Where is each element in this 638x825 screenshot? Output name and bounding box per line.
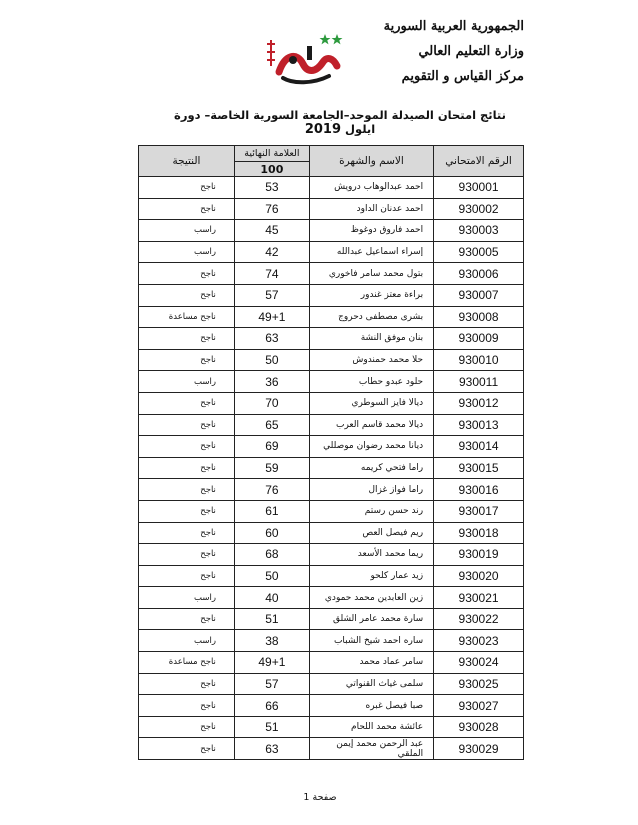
result-cell: ناجح (139, 177, 235, 199)
result-cell: ناجح (139, 479, 235, 501)
table-row (139, 414, 524, 436)
name-cell: احمد عبدالوهاب درويش (309, 177, 433, 199)
result-cell: راسب (139, 371, 235, 393)
mark-cell: 63 (234, 738, 309, 760)
table-row (139, 630, 524, 652)
exam-number-cell: 930006 (434, 263, 524, 285)
table-row (139, 673, 524, 695)
exam-number-cell: 930024 (434, 652, 524, 674)
exam-number-cell: 930012 (434, 392, 524, 414)
result-cell: ناجح (139, 392, 235, 414)
table-row (139, 738, 524, 760)
mark-cell: 76 (234, 198, 309, 220)
mark-cell: 74 (234, 263, 309, 285)
exam-number-cell: 930009 (434, 328, 524, 350)
name-cell: ساره احمد شيخ الشباب (309, 630, 433, 652)
mark-cell: 38 (234, 630, 309, 652)
table-row (139, 479, 524, 501)
table-row (139, 500, 524, 522)
result-cell: ناجح (139, 328, 235, 350)
table-row (139, 198, 524, 220)
header-exam-number: الرقم الامتحاني (434, 146, 524, 177)
table-row (139, 544, 524, 566)
table-row (139, 565, 524, 587)
mark-cell: 45 (234, 220, 309, 242)
result-cell: ناجح مساعدة (139, 306, 235, 328)
name-cell: حلا محمد حمندوش (309, 349, 433, 371)
result-cell: ناجح (139, 500, 235, 522)
table-row (139, 371, 524, 393)
name-cell: براءة معتز غندور (309, 284, 433, 306)
mark-cell: 57 (234, 284, 309, 306)
table-row (139, 241, 524, 263)
exam-number-cell: 930016 (434, 479, 524, 501)
table-row (139, 457, 524, 479)
table-row (139, 177, 524, 199)
result-cell: ناجح (139, 673, 235, 695)
header-result: النتيجة (139, 146, 235, 177)
name-cell: ديالا محمد قاسم العرب (309, 414, 433, 436)
name-cell: بنان موفق النشة (309, 328, 433, 350)
mark-cell: 69 (234, 436, 309, 458)
table-row (139, 328, 524, 350)
name-cell: راما فتحي كريمه (309, 457, 433, 479)
result-cell: ناجح (139, 695, 235, 717)
table-row (139, 349, 524, 371)
exam-number-cell: 930017 (434, 500, 524, 522)
table-header-row (139, 146, 524, 162)
exam-number-cell: 930002 (434, 198, 524, 220)
organization-header (384, 14, 524, 89)
mark-cell: 53 (234, 177, 309, 199)
exam-number-cell: 930020 (434, 565, 524, 587)
mark-cell: 66 (234, 695, 309, 717)
mark-cell: 40 (234, 587, 309, 609)
exam-number-cell: 930018 (434, 522, 524, 544)
exam-number-cell: 930027 (434, 695, 524, 717)
table-row (139, 284, 524, 306)
mark-cell: 68 (234, 544, 309, 566)
country-name: الجمهورية العربية السورية (383, 19, 524, 34)
header-name: الاسم والشهرة (309, 146, 433, 177)
result-cell: ناجح (139, 436, 235, 458)
exam-number-cell: 930008 (434, 306, 524, 328)
mark-cell: 49+1 (234, 306, 309, 328)
table-row (139, 263, 524, 285)
ministry-name: وزارة التعليم العالي (418, 44, 524, 59)
exam-number-cell: 930005 (434, 241, 524, 263)
table-row (139, 436, 524, 458)
header-max-mark: 100 (234, 162, 309, 177)
name-cell: عائشة محمد اللحام (309, 716, 433, 738)
name-cell: بشرى مصطفى دحروج (309, 306, 433, 328)
table-row (139, 392, 524, 414)
result-cell: ناجح (139, 284, 235, 306)
mark-cell: 70 (234, 392, 309, 414)
name-cell: إسراء اسماعيل عبدالله (309, 241, 433, 263)
name-cell: ريما محمد الأسعد (309, 544, 433, 566)
name-cell: حلود عبدو حطاب (309, 371, 433, 393)
mark-cell: 65 (234, 414, 309, 436)
exam-number-cell: 930025 (434, 673, 524, 695)
mark-cell: 61 (234, 500, 309, 522)
name-cell: ريم فيصل العص (309, 522, 433, 544)
table-row (139, 716, 524, 738)
exam-number-cell: 930013 (434, 414, 524, 436)
mark-cell: 63 (234, 328, 309, 350)
name-cell: احمد فاروق دوغوظ (309, 220, 433, 242)
table-row (139, 695, 524, 717)
exam-number-cell: 930022 (434, 608, 524, 630)
result-cell: ناجح (139, 608, 235, 630)
mark-cell: 76 (234, 479, 309, 501)
exam-number-cell: 930014 (434, 436, 524, 458)
name-cell: احمد عدنان الداود (309, 198, 433, 220)
mark-cell: 60 (234, 522, 309, 544)
exam-number-cell: 930003 (434, 220, 524, 242)
table-row (139, 306, 524, 328)
exam-number-cell: 930011 (434, 371, 524, 393)
result-cell: ناجح (139, 565, 235, 587)
name-cell: صبا فيصل غبره (309, 695, 433, 717)
name-cell: رند حسن رستم (309, 500, 433, 522)
result-cell: ناجح (139, 544, 235, 566)
mark-cell: 59 (234, 457, 309, 479)
document-title (170, 108, 510, 137)
page-number: صفحة 1 (303, 792, 337, 803)
mark-cell: 49+1 (234, 652, 309, 674)
table-row (139, 587, 524, 609)
result-cell: راسب (139, 587, 235, 609)
exam-number-cell: 930007 (434, 284, 524, 306)
result-cell: ناجح (139, 522, 235, 544)
result-cell: ناجح (139, 457, 235, 479)
result-cell: ناجح مساعدة (139, 652, 235, 674)
result-cell: راسب (139, 630, 235, 652)
exam-number-cell: 930019 (434, 544, 524, 566)
name-cell: زين العابدين محمد حمودي (309, 587, 433, 609)
mark-cell: 57 (234, 673, 309, 695)
exam-number-cell: 930029 (434, 738, 524, 760)
table-row (139, 522, 524, 544)
title-text: نتائج امتحان الصيدلة الموحد–الجامعة السورية الخاصة– دورة ايلول (174, 108, 506, 136)
mark-cell: 51 (234, 608, 309, 630)
title-year: 2019 (304, 122, 341, 137)
exam-number-cell: 930023 (434, 630, 524, 652)
name-cell: راما فواز غزال (309, 479, 433, 501)
result-cell: راسب (139, 220, 235, 242)
mark-cell: 50 (234, 565, 309, 587)
name-cell: عبد الرحمن محمد إيمن الملقي (309, 738, 433, 760)
assessment-center-logo (263, 26, 349, 88)
result-cell: راسب (139, 241, 235, 263)
exam-number-cell: 930015 (434, 457, 524, 479)
mark-cell: 51 (234, 716, 309, 738)
result-cell: ناجح (139, 263, 235, 285)
exam-number-cell: 930021 (434, 587, 524, 609)
mark-cell: 50 (234, 349, 309, 371)
mark-cell: 36 (234, 371, 309, 393)
name-cell: بتول محمد سامر فاخوري (309, 263, 433, 285)
result-cell: ناجح (139, 198, 235, 220)
name-cell: سارة محمد عامر الشلق (309, 608, 433, 630)
result-cell: ناجح (139, 738, 235, 760)
exam-number-cell: 930010 (434, 349, 524, 371)
table-row (139, 652, 524, 674)
result-cell: ناجح (139, 716, 235, 738)
mark-cell: 42 (234, 241, 309, 263)
results-table (138, 145, 524, 760)
name-cell: سامر عماد محمد (309, 652, 433, 674)
name-cell: سلمى غياث القنواتي (309, 673, 433, 695)
header-final-mark: العلامة النهائية (234, 146, 309, 162)
name-cell: زيد عمار كلحو (309, 565, 433, 587)
name-cell: ديانا محمد رضوان موصللي (309, 436, 433, 458)
name-cell: ديالا فايز السوطري (309, 392, 433, 414)
exam-number-cell: 930001 (434, 177, 524, 199)
center-name: مركز القياس و التقويم (401, 69, 524, 84)
table-row (139, 220, 524, 242)
exam-number-cell: 930028 (434, 716, 524, 738)
result-cell: ناجح (139, 414, 235, 436)
table-row (139, 608, 524, 630)
result-cell: ناجح (139, 349, 235, 371)
